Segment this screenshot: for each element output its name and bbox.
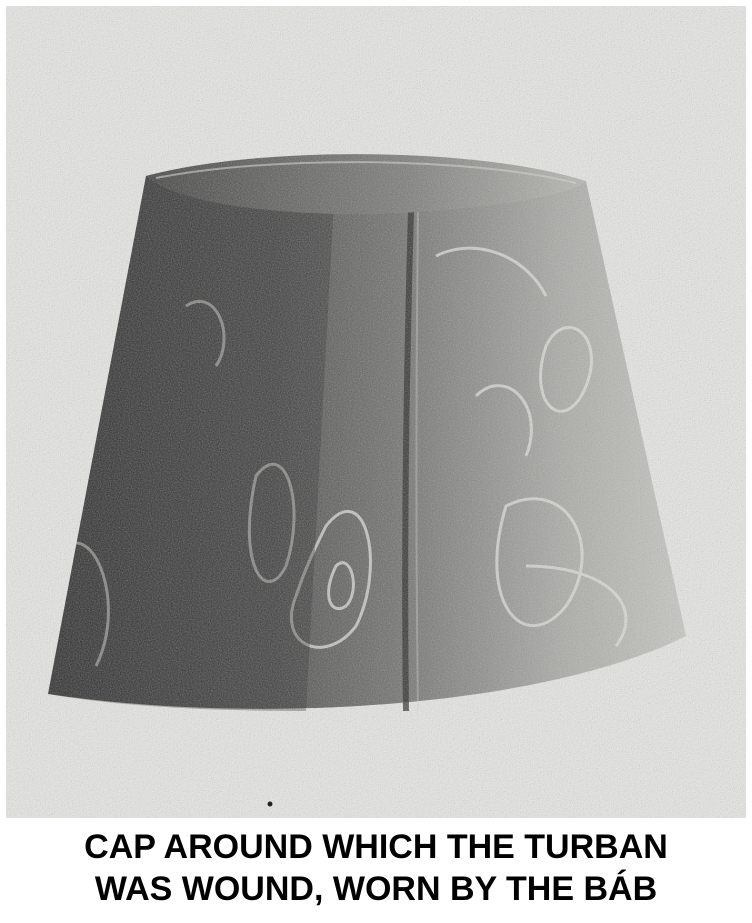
caption-line-1: CAP AROUND WHICH THE TURBAN [84,828,668,866]
caption-line-2: WAS WOUND, WORN BY THE BÁB [94,870,658,908]
photo-caption [0,826,752,910]
cap-photograph [6,6,746,818]
dust-speck [268,802,273,807]
